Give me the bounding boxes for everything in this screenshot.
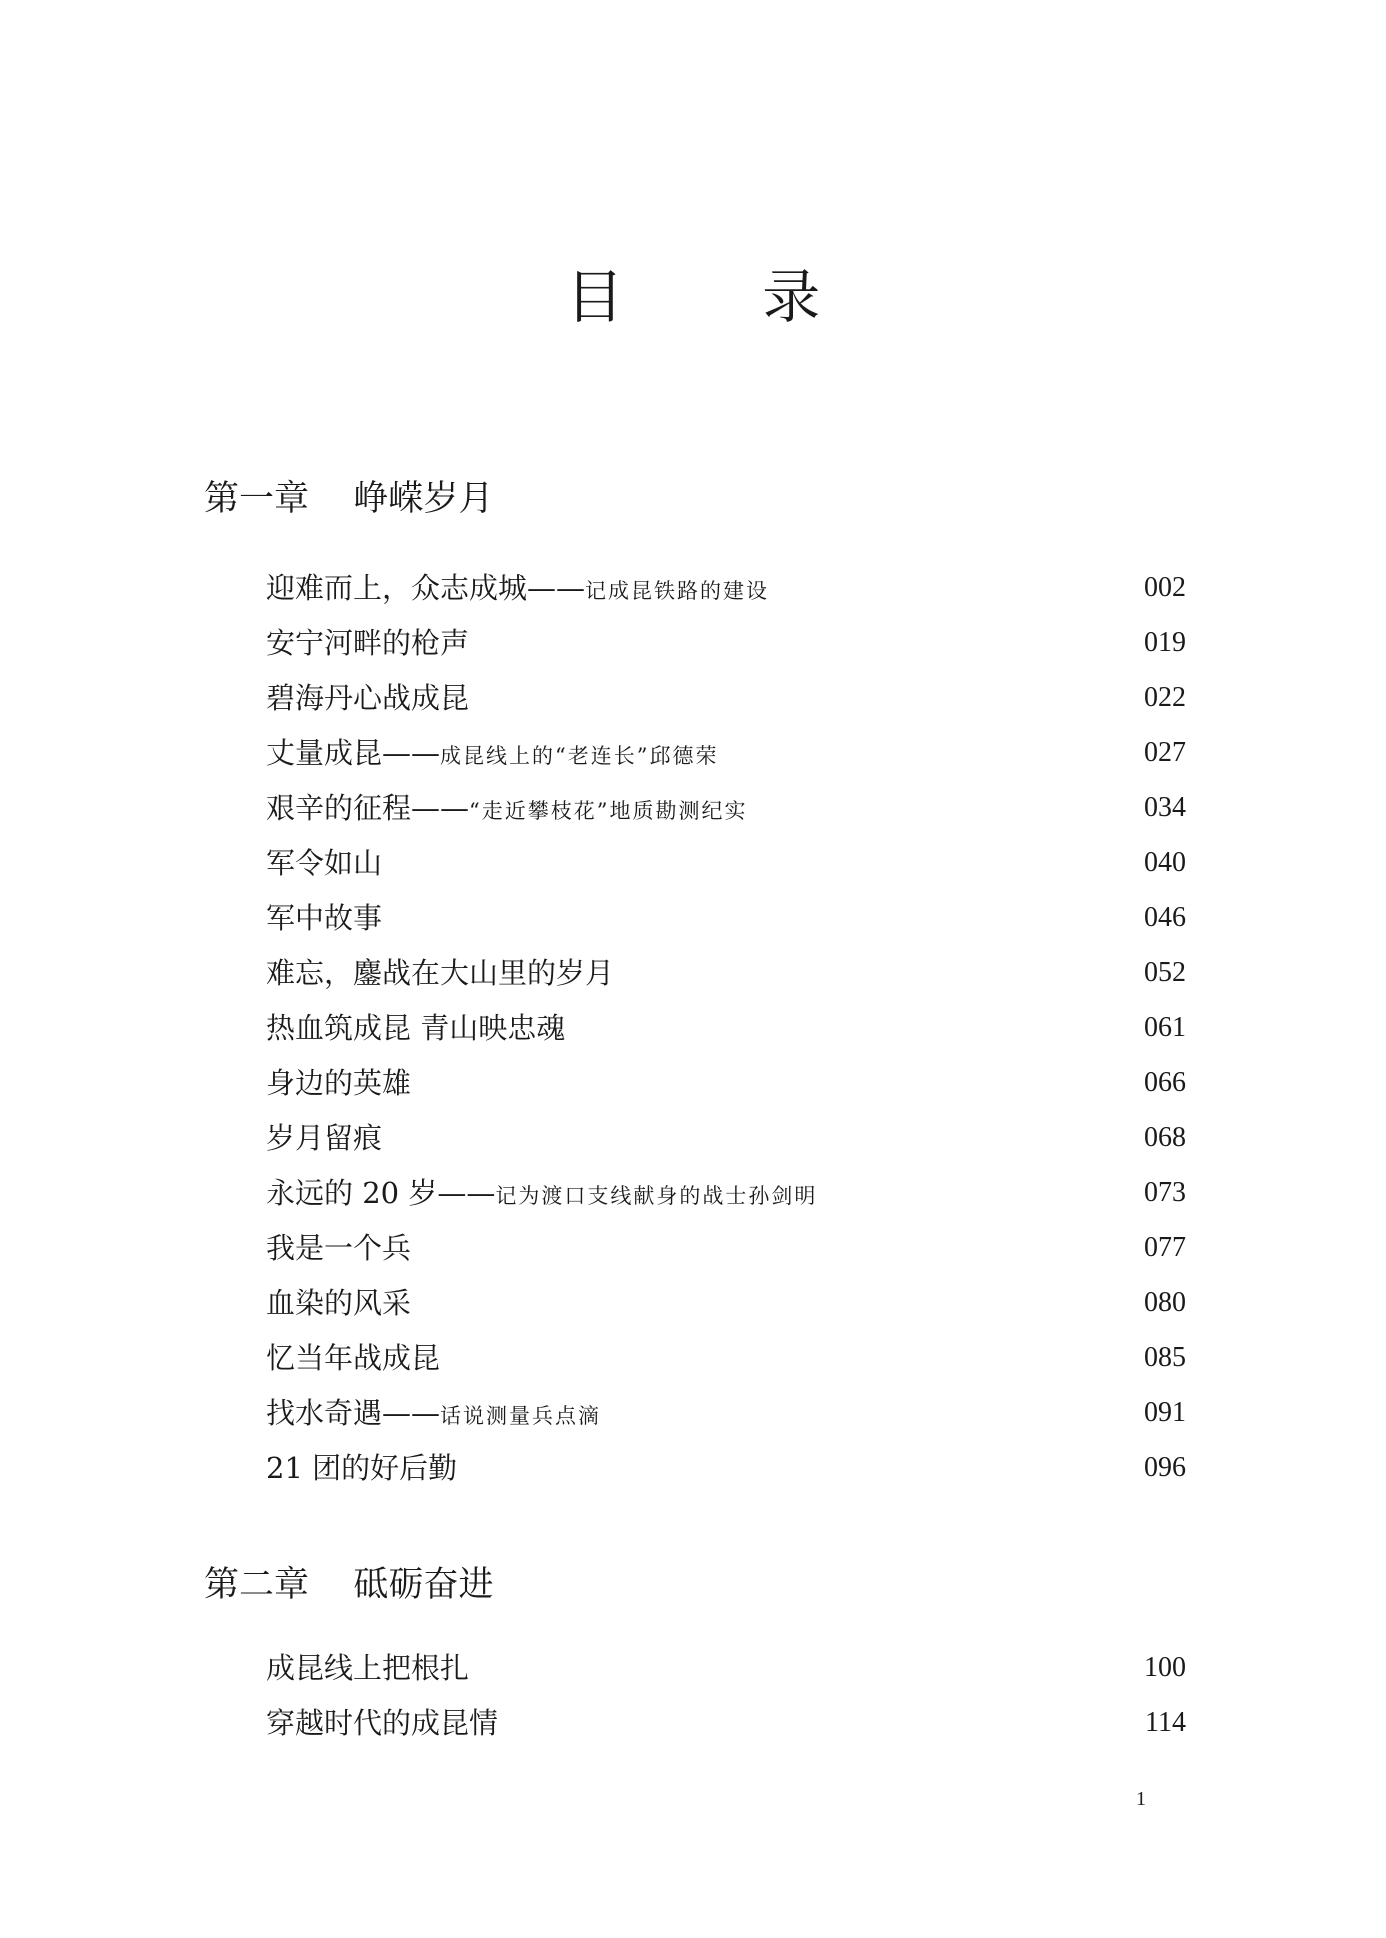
toc-entry[interactable] — [266, 733, 1186, 788]
entry-subtitle: 记成昆铁路的建设 — [585, 579, 770, 603]
entry-subtitle: 话说测量兵点滴 — [440, 1404, 602, 1428]
entry-title: 迎难而上，众志成城 — [266, 571, 528, 605]
entry-title: 岁月留痕 — [266, 1121, 383, 1155]
chapter-heading: 第一章 峥嵘岁月 — [204, 479, 494, 519]
toc-entry[interactable] — [266, 678, 1186, 733]
entry-page-number: 022 — [1144, 682, 1186, 713]
entry-page-number: 100 — [1144, 1652, 1186, 1683]
toc-entry[interactable] — [266, 623, 1186, 678]
entry-separator: —— — [437, 1176, 496, 1210]
entry-title: 永远的 20 岁 — [266, 1176, 438, 1210]
entry-title: 我是一个兵 — [266, 1231, 412, 1265]
toc-entry[interactable] — [266, 1338, 1186, 1393]
entry-page-number: 002 — [1144, 572, 1186, 603]
entry-page-number: 077 — [1144, 1232, 1186, 1263]
entry-title: 碧海丹心战成昆 — [266, 681, 470, 715]
toc-entry[interactable] — [266, 1393, 1186, 1448]
entry-title: 热血筑成昆 青山映忠魂 — [266, 1011, 566, 1045]
toc-entry[interactable] — [266, 1283, 1186, 1338]
entry-page-number: 061 — [1144, 1012, 1186, 1043]
entry-title: 穿越时代的成昆情 — [266, 1706, 499, 1740]
entry-subtitle: “走近攀枝花”地质勘测纪实 — [469, 799, 748, 823]
entry-title: 身边的英雄 — [266, 1066, 412, 1100]
entry-title: 艰辛的征程 — [266, 791, 412, 825]
entry-page-number: 085 — [1144, 1342, 1186, 1373]
entry-page-number: 114 — [1145, 1707, 1186, 1738]
chapter-1-entries — [266, 568, 1186, 1503]
entry-page-number: 096 — [1144, 1452, 1186, 1483]
entry-page-number: 080 — [1144, 1287, 1186, 1318]
entry-title: 军中故事 — [266, 901, 383, 935]
entry-subtitle: 成昆线上的“老连长”邱德荣 — [440, 744, 719, 768]
entry-title: 难忘，鏖战在大山里的岁月 — [266, 956, 615, 990]
toc-entry[interactable] — [266, 1703, 1186, 1758]
entry-page-number: 091 — [1144, 1397, 1186, 1428]
toc-entry[interactable] — [266, 1648, 1186, 1703]
entry-page-number: 052 — [1144, 957, 1186, 988]
toc-entry[interactable] — [266, 1448, 1186, 1503]
toc-entry[interactable] — [266, 568, 1186, 623]
entry-page-number: 027 — [1144, 737, 1186, 768]
entry-title: 安宁河畔的枪声 — [266, 626, 470, 660]
entry-page-number: 019 — [1144, 627, 1186, 658]
entry-page-number: 073 — [1144, 1177, 1186, 1208]
entry-title: 找水奇遇 — [266, 1396, 383, 1430]
entry-page-number: 046 — [1144, 902, 1186, 933]
page-title: 目 录 — [565, 263, 881, 331]
toc-entry[interactable] — [266, 1228, 1186, 1283]
toc-entry[interactable] — [266, 1118, 1186, 1173]
entry-title: 丈量成昆 — [266, 736, 383, 770]
entry-separator: —— — [382, 1396, 441, 1430]
toc-entry[interactable] — [266, 1173, 1186, 1228]
entry-title: 忆当年战成昆 — [266, 1341, 441, 1375]
toc-entry[interactable] — [266, 1063, 1186, 1118]
entry-separator: —— — [527, 571, 586, 605]
entry-subtitle: 记为渡口支线献身的战士孙剑明 — [495, 1184, 818, 1208]
toc-entry[interactable] — [266, 898, 1186, 953]
chapter-2-entries — [266, 1648, 1186, 1758]
entry-separator: —— — [411, 791, 470, 825]
page-number: 1 — [1136, 1788, 1146, 1810]
entry-page-number: 034 — [1144, 792, 1186, 823]
entry-title: 21 团的好后勤 — [266, 1451, 458, 1485]
entry-page-number: 068 — [1144, 1122, 1186, 1153]
toc-entry[interactable] — [266, 953, 1186, 1008]
toc-entry[interactable] — [266, 1008, 1186, 1063]
toc-entry[interactable] — [266, 788, 1186, 843]
entry-page-number: 040 — [1144, 847, 1186, 878]
entry-page-number: 066 — [1144, 1067, 1186, 1098]
entry-title: 血染的风采 — [266, 1286, 412, 1320]
toc-entry[interactable] — [266, 843, 1186, 898]
entry-title: 军令如山 — [266, 846, 383, 880]
entry-title: 成昆线上把根扎 — [266, 1651, 470, 1685]
chapter-heading: 第二章 砥砺奋进 — [204, 1565, 494, 1605]
entry-separator: —— — [382, 736, 441, 770]
